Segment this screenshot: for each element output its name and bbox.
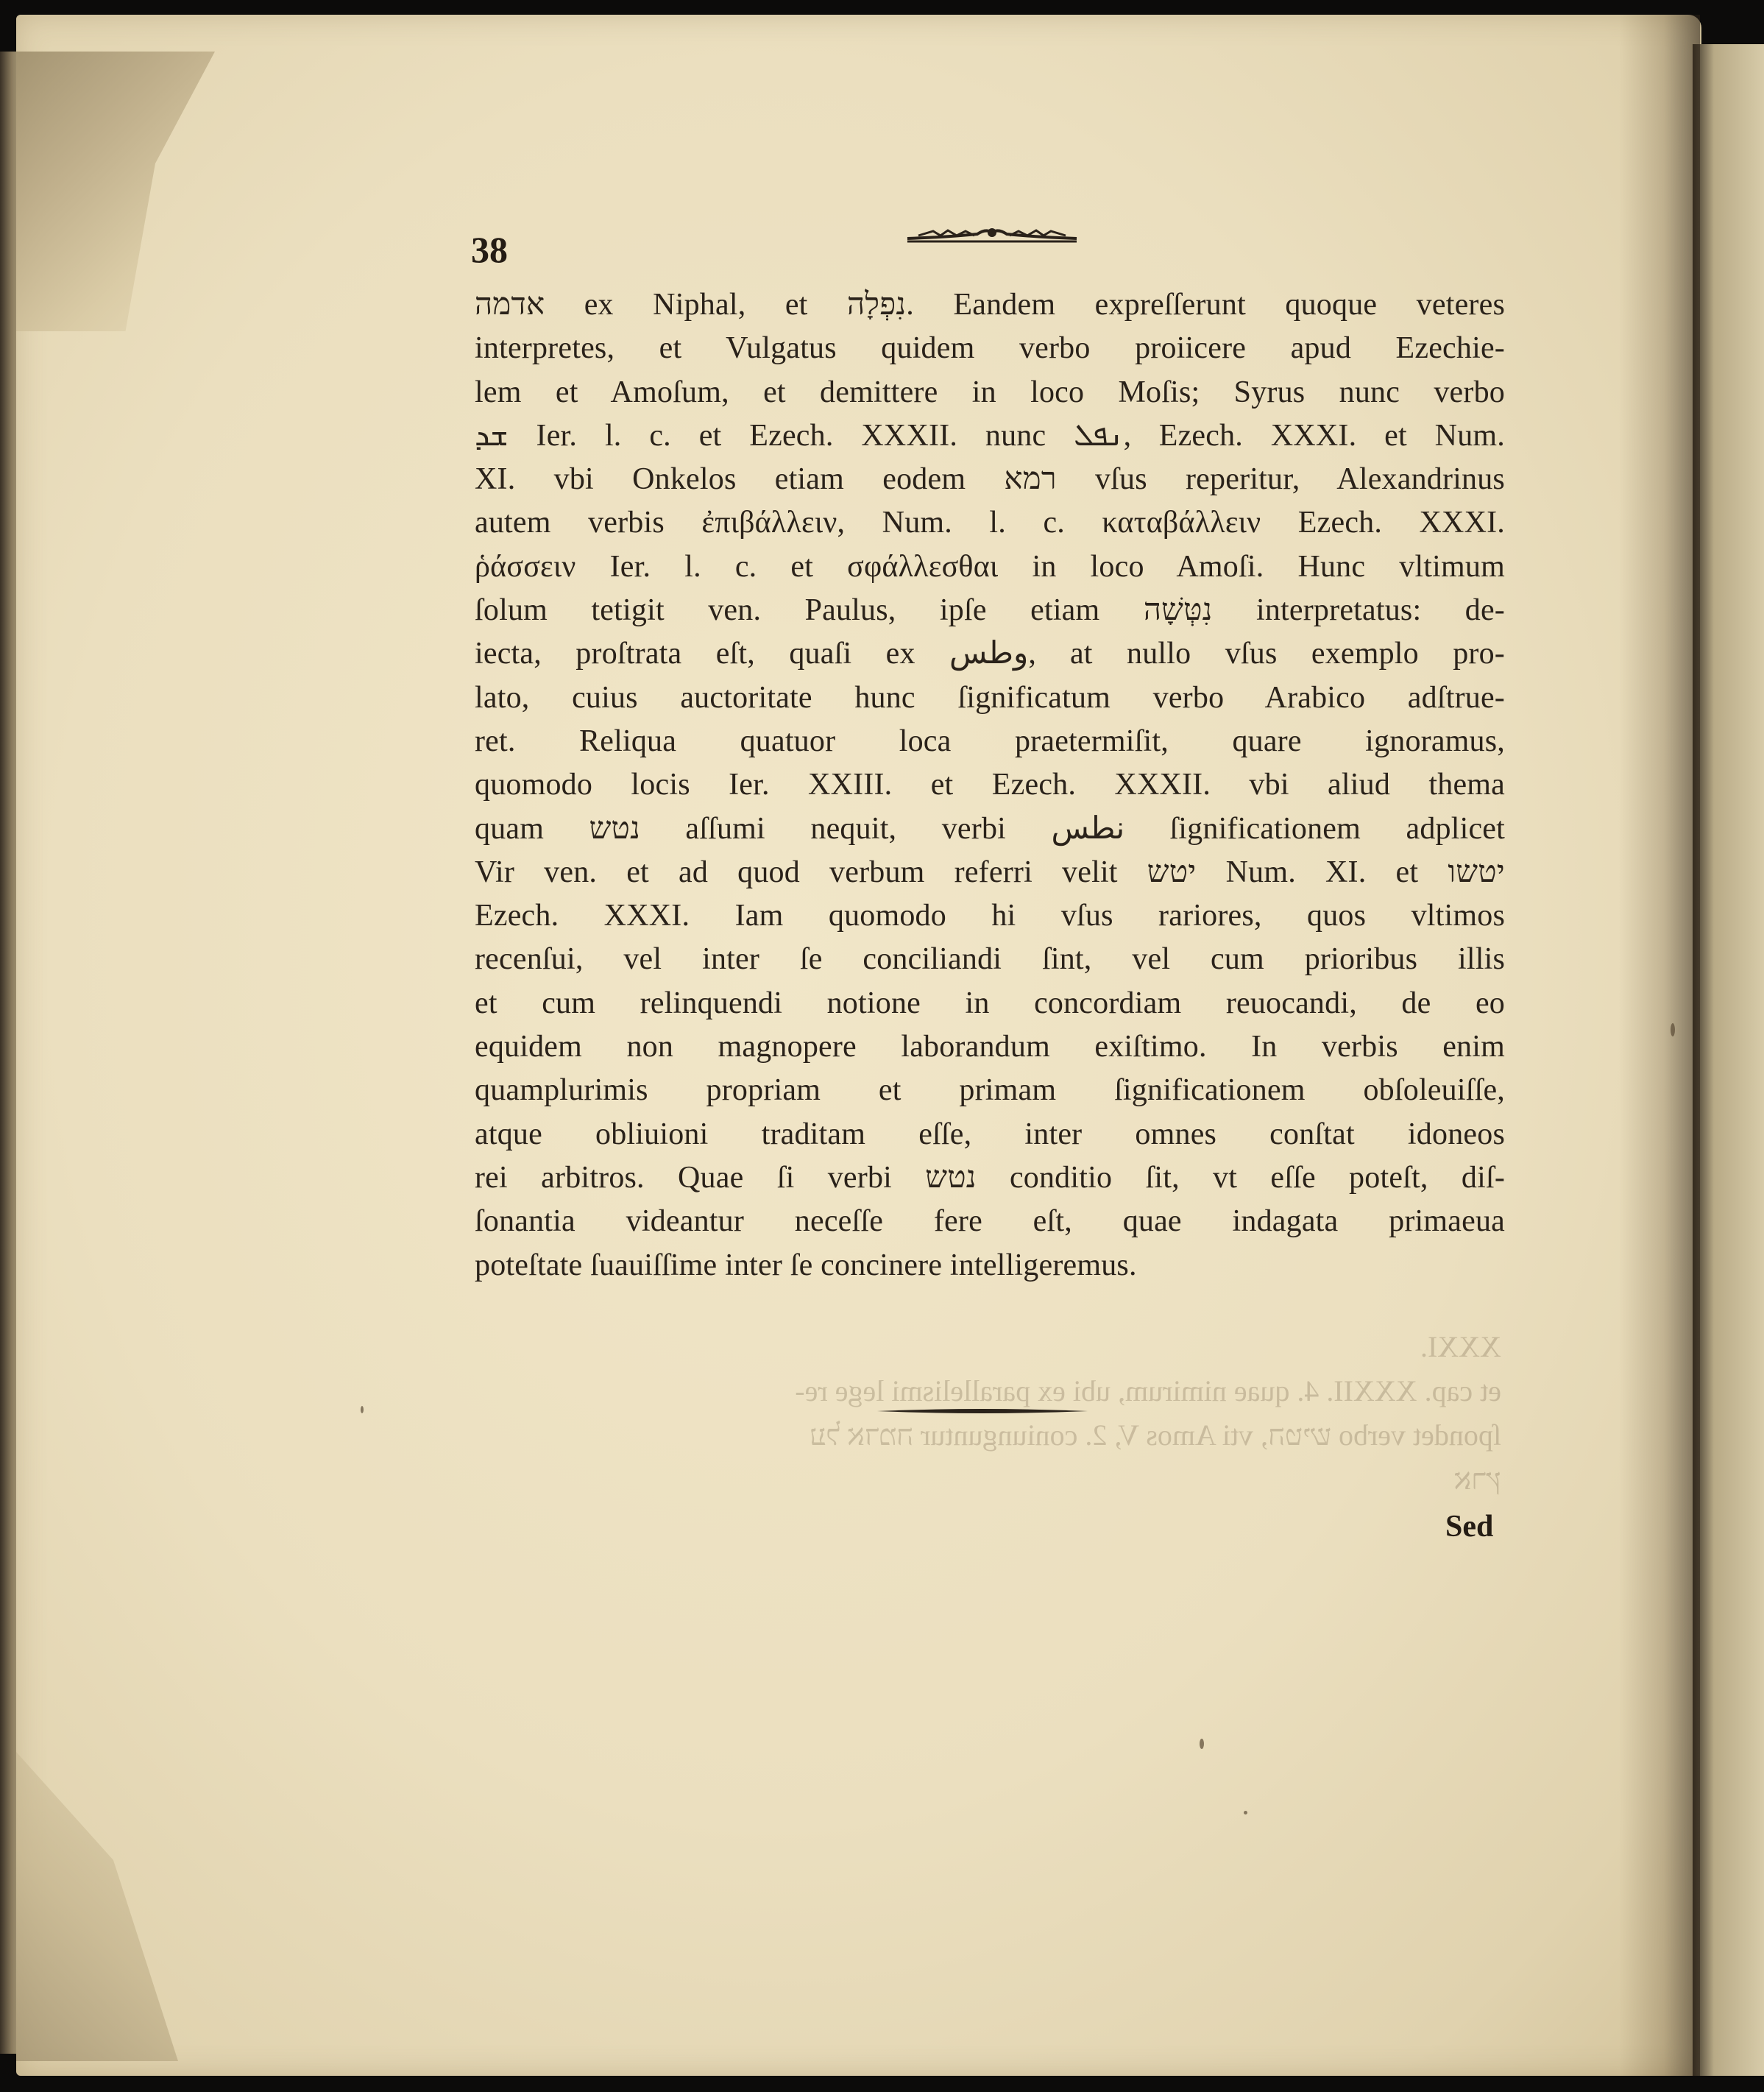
text-line: lem et Amoſum, et demittere in loco Moſis; Syrus nunc verbo <box>475 375 1505 409</box>
bleed-through-line: ארץ <box>1453 1463 1501 1496</box>
page-number: 38 <box>471 229 508 270</box>
bleed-through-line: XXXI. <box>1420 1330 1501 1363</box>
text-line: quamplurimis propriam et primam ſignificationem obſoleuiſſe, <box>475 1073 1505 1108</box>
text-line: quam נטש aſſumi nequit, verbi نطس ſignificationem adplicet <box>475 811 1506 846</box>
text-line: poteſtate ſuauiſſime inter ſe concinere intelligeremus. <box>475 1248 1137 1282</box>
text-line: recenſui, vel inter ſe conciliandi ſint, vel cum prioribus illis <box>475 942 1505 977</box>
text-line: autem verbis ἐπιβάλλειν, Num. l. c. καταβάλλειν Ezech. XXXI. <box>475 506 1505 540</box>
horizontal-rule-ornament-icon <box>876 1406 1089 1416</box>
text-line: ῥάσσειν Ier. l. c. et σφάλλεσθαι in loco Amoſi. Hunc vltimum <box>475 549 1505 584</box>
body-text <box>475 283 1505 1287</box>
text-line: lato, cuius auctoritate hunc ſignificatum verbo Arabico adſtrue- <box>475 680 1505 715</box>
text-line: iecta, proſtrata eſt, quaſi ex وطس, at nullo vſus exemplo pro- <box>475 637 1505 671</box>
text-line: Ezech. XXXI. Iam quomodo hi vſus rariores, quos vltimos <box>475 899 1505 933</box>
text-line: ret. Reliqua quatuor loca praetermiſit, quare ignoramus, <box>475 724 1505 758</box>
gutter-shadow <box>1619 15 1700 2076</box>
ink-speck <box>1671 1023 1675 1036</box>
decorative-headpiece-ornament-icon <box>904 218 1080 247</box>
bleed-through-line: ſpondet verbo הטיש, vti Amos V, 2. coniunguntur על אדמה <box>809 1418 1501 1452</box>
ink-speck <box>1200 1739 1204 1749</box>
ink-speck <box>361 1406 364 1413</box>
text-line: ſonantia videantur neceſſe fere eſt, quae indagata primaeua <box>475 1204 1505 1239</box>
ink-speck <box>1244 1811 1247 1814</box>
text-line: equidem non magnopere laborandum exiſtimo. In verbis enim <box>475 1030 1505 1064</box>
text-line: Vir ven. et ad quod verbum referri velit יטש Num. XI. et יטשו <box>475 855 1505 889</box>
text-line: interpretes, et Vulgatus quidem verbo proiicere apud Ezechie- <box>475 331 1505 366</box>
text-line: rei arbitros. Quae ſi verbi נטש conditio ſit, vt eſſe poteſt, diſ- <box>475 1160 1505 1195</box>
facing-page-edge <box>1693 44 1764 2076</box>
text-line: quomodo locis Ier. XXIII. et Ezech. XXXII. vbi aliud thema <box>475 768 1505 802</box>
text-line: et cum relinquendi notione in concordiam reuocandi, de eo <box>475 986 1505 1020</box>
text-line: ܫܕ Ier. l. c. et Ezech. XXXII. nunc ܢܦܠ, Ezech. XXXI. et Num. <box>475 418 1505 453</box>
text-line: ſolum tetigit ven. Paulus, ipſe etiam נִטְּשָׁה interpretatus: de- <box>475 593 1505 628</box>
catchword: Sed <box>1445 1510 1494 1544</box>
text-line: XI. vbi Onkelos etiam eodem רמא vſus reperitur, Alexandrinus <box>475 462 1505 497</box>
text-line: atque obliuioni traditam eſſe, inter omnes conſtat idoneos <box>475 1117 1505 1151</box>
text-line: אדמה ex Niphal, et נִפְלָה. Eandem expreſſerunt quoque veteres <box>475 288 1505 322</box>
bleed-through-line: et cap. XXXII. 4. quae nimirum, ubi ex parallelismi lege re- <box>795 1374 1501 1407</box>
